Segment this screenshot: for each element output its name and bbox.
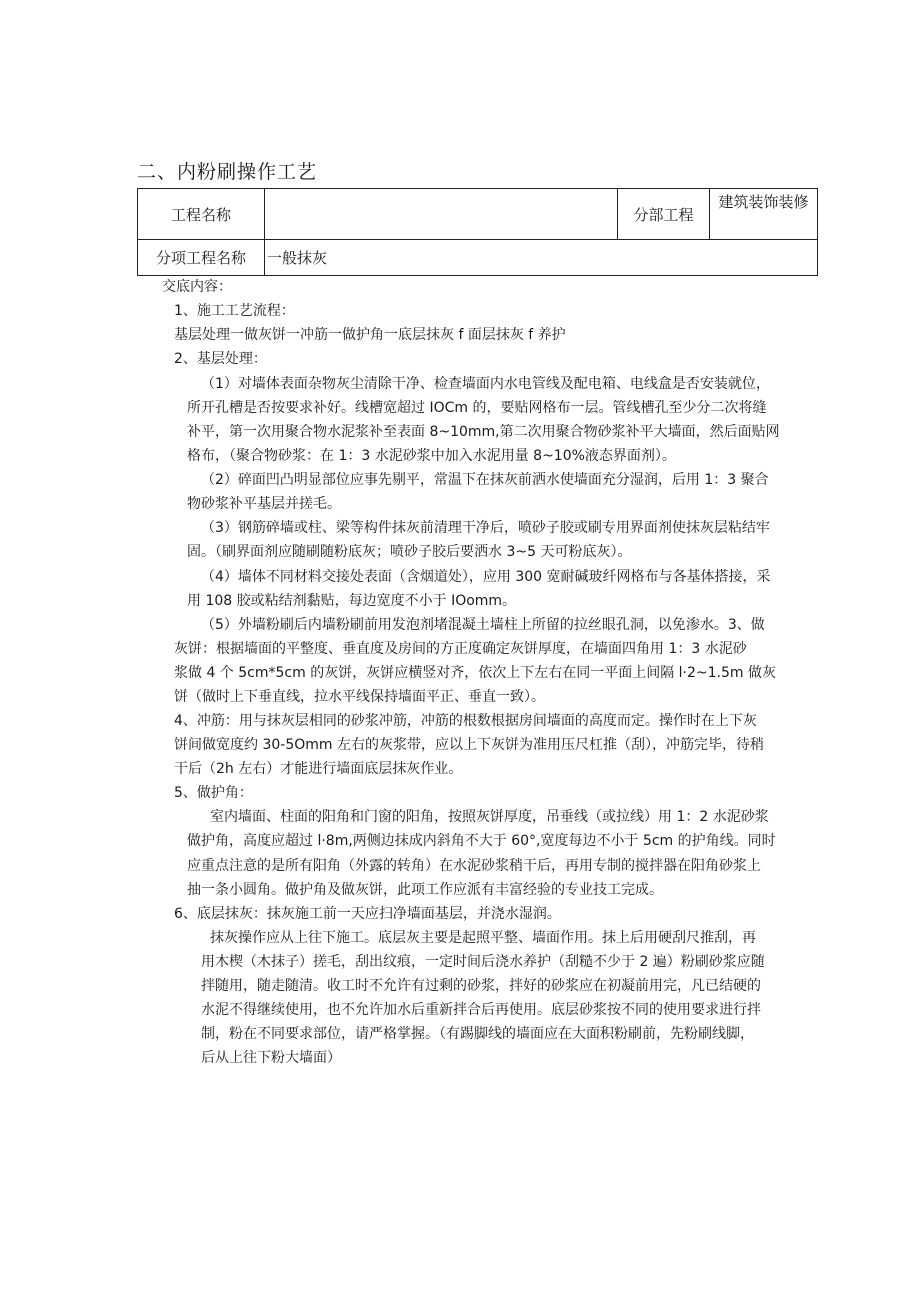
section-title: 二、内粉刷操作工艺 [137, 161, 318, 183]
body-line: 2、基层处理： [174, 351, 267, 367]
project-name-label: 工程名称 [138, 189, 265, 240]
sub-project-value: 建筑装饰装修 [710, 189, 818, 240]
body-line: 1、施工工艺流程： [174, 303, 295, 319]
body-line: 饼间做宽度约 30-5Omm 左右的灰浆带，应以上下灰饼为准用压尺杠推（刮），冲筋完毕，待稍 [174, 737, 764, 753]
body-line: 补平，第一次用聚合物水泥浆补至表面 8~10mm,第二次用聚合物砂浆补平大墙面，然后面贴网 [187, 424, 780, 440]
sub-project-label: 分部工程 [618, 189, 710, 240]
body-line: 5、做护角： [174, 785, 253, 801]
body-line: （2）碎面凹凸明显部位应事先剔平，常温下在抹灰前洒水使墙面充分湿润，后用 1：3 聚合 [201, 472, 769, 488]
body-line: 抹灰操作应从上往下施工。底层灰主要是起照平整、墙面作用。抹上后用硬刮尺推刮，再 [210, 930, 756, 946]
body-line: 拌随用，随走随清。收工时不允许有过剩的砂浆，拌好的砂浆应在初凝前用完，凡已结硬的 [201, 978, 761, 994]
body-line: 干后（2h 左右）才能进行墙面底层抹灰作业。 [174, 761, 463, 777]
body-line: 用 108 胶或粘结剂黏贴，每边宽度不小于 IOomm。 [187, 593, 517, 609]
item-name-value: 一般抹灰 [265, 240, 818, 276]
body-line: 做护角，高度应超过 l·8m,两侧边抹成内斜角不大于 60°,宽度每边不小于 5cm 的护角线。同时 [187, 833, 776, 849]
body-line: 所开孔槽是否按要求补好。线槽宽超过 IOCm 的，要贴网格布一层。管线槽孔至少分二次将缝 [187, 400, 767, 416]
body-line: 交底内容： [162, 279, 232, 295]
body-line: 应重点注意的是所有阳角（外露的转角）在水泥砂浆稍干后，再用专制的搅拌器在阳角砂浆上 [187, 858, 761, 874]
body-line: 后从上往下粉大墙面） [201, 1050, 341, 1066]
body-line: （4）墙体不同材料交接处表面（含烟道处），应用 300 宽耐碱玻纤网格布与各基体搭接，采 [201, 569, 771, 585]
project-name-value [265, 189, 618, 240]
item-name-label: 分项工程名称 [138, 240, 265, 276]
body-line: （1）对墙体表面杂物灰尘清除干净、检查墙面内水电管线及配电箱、电线盒是否安装就位， [201, 376, 770, 392]
body-line: 固。（刷界面剂应随刷随粉底灰；喷砂子胶后要洒水 3~5 天可粉底灰）。 [187, 544, 632, 560]
body-line: （3）钢筋碎墙或柱、梁等构件抹灰前清理干净后，喷砂子胶或刷专用界面剂使抹灰层粘结牢 [201, 520, 770, 536]
body-line: 6、底层抹灰：抹灰施工前一天应扫净墙面基层，并浇水湿润。 [174, 906, 561, 922]
body-line: 灰饼：根据墙面的平整度、垂直度及房间的方正度确定灰饼厚度，在墙面四角用 1：3 水泥砂 [174, 641, 747, 657]
body-line: 用木楔（木抹子）搓毛，刮出纹痕，一定时间后浇水养护（刮糙不少于 2 遍）粉刷砂浆应随 [201, 954, 765, 970]
body-line: 制，粉在不同要求部位，请严格掌握。（有踢脚线的墙面应在大面积粉刷前，先粉刷线脚， [201, 1026, 754, 1042]
body-line: 抽一条小圆角。做护角及做灰饼，此项工作应派有丰富经验的专业技工完成。 [187, 882, 663, 898]
body-line: 4、冲筋：用与抹灰层相同的砂浆冲筋，冲筋的根数根据房间墙面的高度而定。操作时在上下灰 [174, 713, 757, 729]
body-line: 浆做 4 个 5cm*5cm 的灰饼，灰饼应横竖对齐，依次上下左右在同一平面上间隔 l·2~1.5m 做灰 [174, 665, 776, 681]
body-line: 饼（做时上下垂直线，拉水平线保持墙面平正、垂直一致）。 [174, 689, 545, 705]
body-line: （5）外墙粉刷后内墙粉刷前用发泡剂堵混凝土墙柱上所留的拉丝眼孔洞，以免渗水。3、做 [201, 617, 765, 633]
body-line: 水泥不得继续使用，也不允许加水后重新拌合后再使用。底层砂浆按不同的使用要求进行拌 [201, 1002, 761, 1018]
body-line: 格布，（聚合物砂浆：在 1：3 水泥砂浆中加入水泥用量 8~10%液态界面剂）。 [187, 448, 676, 464]
body-line: 物砂浆补平基层并搓毛。 [187, 496, 341, 512]
project-info-table [137, 188, 818, 276]
body-line: 室内墙面、柱面的阳角和门窗的阳角，按照灰饼厚度，吊垂线（或拉线）用 1：2 水泥砂浆 [210, 809, 769, 825]
body-line: 基层处理一做灰饼一冲筋一做护角一底层抹灰 f 面层抹灰 f 养护 [174, 327, 566, 343]
